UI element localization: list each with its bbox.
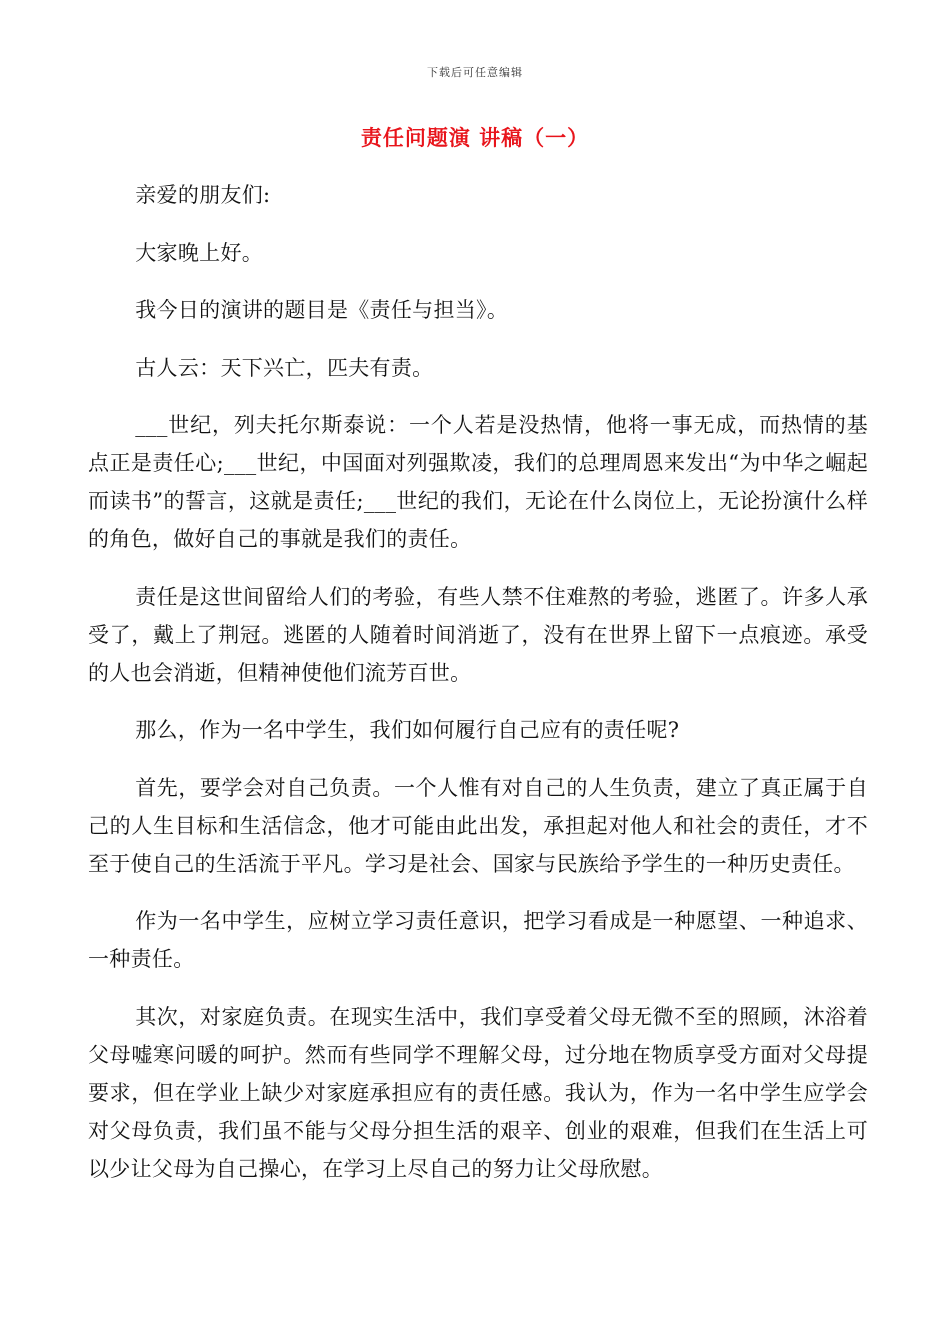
paragraph-self-responsibility: 首先，要学会对自己负责。一个人惟有对自己的人生负责，建立了真正属于自己的人生目标和生活信念，他才可能由此出发，承担起对他人和社会的责任，才不至于使自己的生活流于平凡。学习是社会、国家与民族给予学生的一种历史责任。 <box>88 775 868 876</box>
paragraph-topic: 我今日的演讲的题目是《责任与担当》。 <box>135 298 509 322</box>
paragraph-centuries: ___世纪，列夫托尔斯泰说：一个人若是没热情，他将一事无成，而热情的基点正是责任心;___世纪，中国面对列强欺凌，我们的总理周恩来发出“为中华之崛起而读书”的誓言，这就是责任;___世纪的我们，无论在什么岗位上，无论扮演什么样的角色，做好自己的事就是我们的责任。 <box>88 413 868 551</box>
header-note: 下载后可任意编辑 <box>427 66 523 79</box>
paragraph-study-awareness: 作为一名中学生，应树立学习责任意识，把学习看成是一种愿望、一种追求、一种责任。 <box>88 909 868 971</box>
paragraph-greeting: 亲爱的朋友们: <box>135 183 271 207</box>
paragraph-family-responsibility: 其次，对家庭负责。在现实生活中，我们享受着父母无微不至的照顾，沐浴着父母嘘寒问暖的呵护。然而有些同学不理解父母，过分地在物质享受方面对父母提要求，但在学业上缺少对家庭承担应有的责任感。我认为，作为一名中学生应学会对父母负责，我们虽不能与父母分担生活的艰辛、创业的艰难，但我们在生活上可以少让父母为自己操心，在学习上尽自己的努力让父母欣慰。 <box>88 1004 868 1181</box>
paragraph-question: 那么，作为一名中学生，我们如何履行自己应有的责任呢? <box>135 718 680 742</box>
paragraph-quote: 古人云：天下兴亡，匹夫有责。 <box>135 355 434 380</box>
document-body <box>88 176 868 1207</box>
paragraph-responsibility-test: 责任是这世间留给人们的考验，有些人禁不住难熬的考验，逃匿了。许多人承受了，戴上了荆冠。逃匿的人随着时间消逝了，没有在世界上留下一点痕迹。承受的人也会消逝，但精神使他们流芳百世。 <box>88 584 868 685</box>
document-title: 责任问题演 讲稿（一） <box>360 125 590 150</box>
paragraph-salutation: 大家晚上好。 <box>135 240 264 265</box>
